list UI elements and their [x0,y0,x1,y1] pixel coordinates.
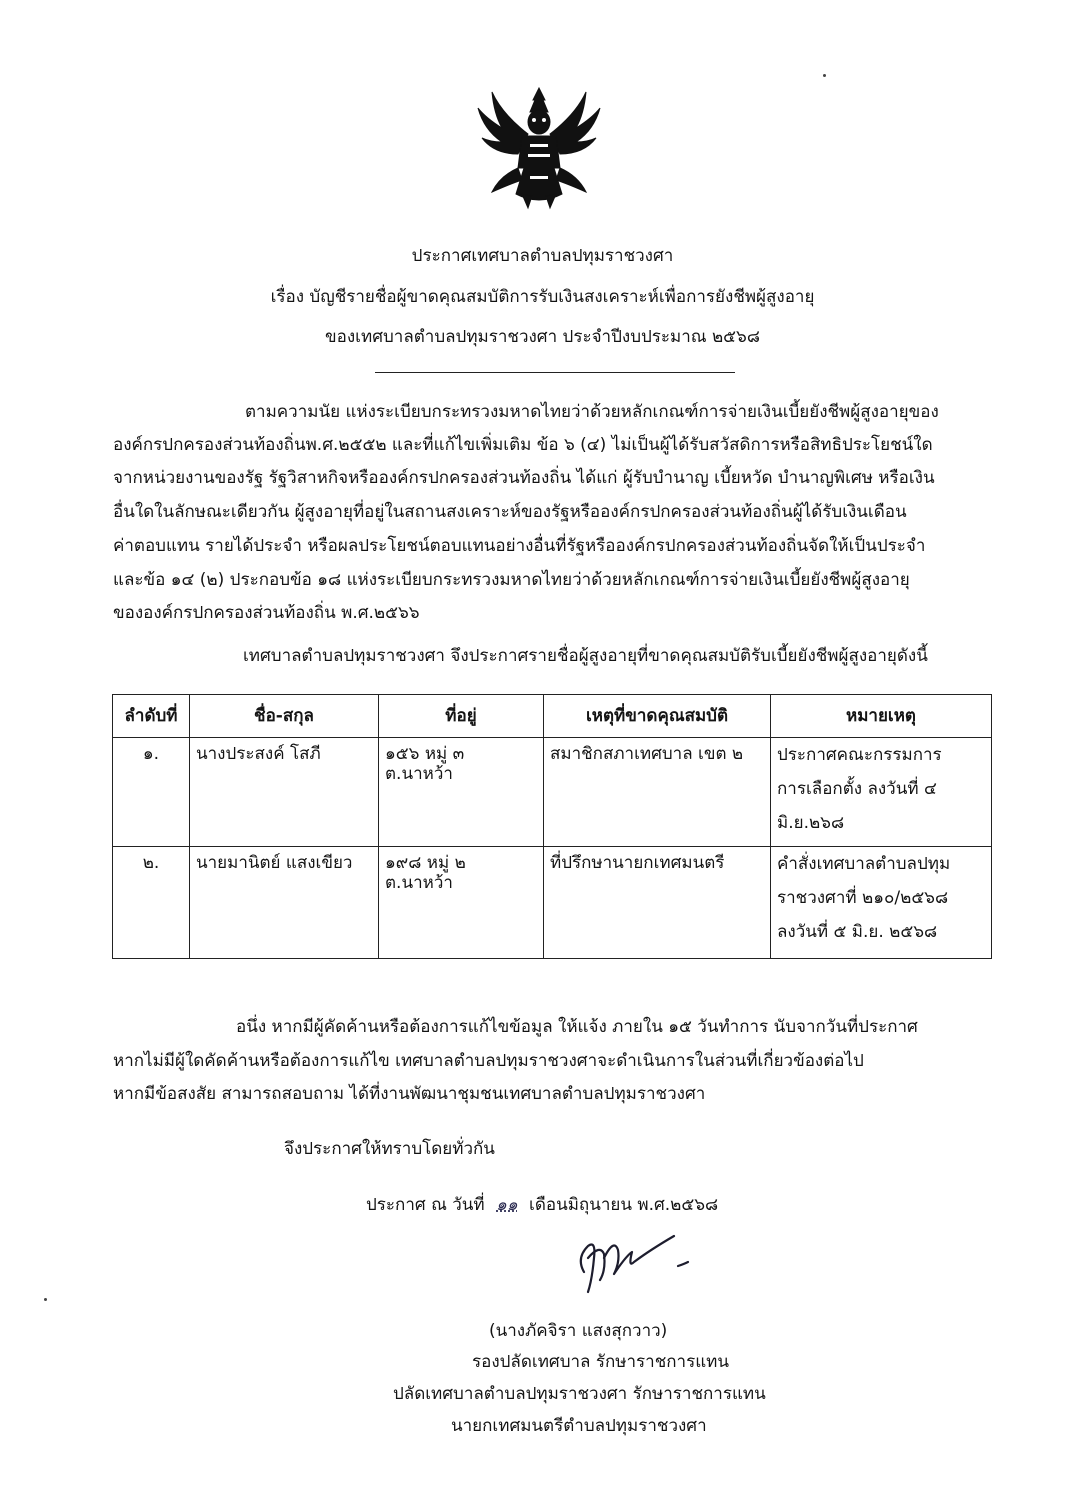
announce-line: จึงประกาศให้ทราบโดยทั่วกัน [284,1139,495,1159]
row-remark [771,738,992,847]
row-no: ๒. [113,847,190,959]
paragraph-2: เทศบาลตำบลปทุมราชวงศา จึงประกาศรายชื่อผู้สูงอายุที่ขาดคุณสมบัติรับเบี้ยยังชีพผู้สูงอายุดังนี้ [243,646,928,666]
scan-speck [823,74,826,77]
remark-line: การเลือกตั้ง ลงวันที่ ๔ [777,779,937,799]
col-header-remark: หมายเหตุ [771,695,992,738]
remark-line: มิ.ย.๒๖๘ [777,813,845,833]
remark-line: ราชวงศาที่ ๒๑๐/๒๕๖๘ [777,888,949,908]
announcement-subject: เรื่อง บัญชีรายชื่อผู้ขาดคุณสมบัติการรับเงินสงเคราะห์เพื่อการยังชีพผู้สูงอายุ [270,287,815,307]
signer-title-3: นายกเทศมนตรีตำบลปทุมราชวงศา [451,1416,707,1436]
table-row [113,738,992,847]
paragraph-1-line: อื่นใดในลักษณะเดียวกัน ผู้สูงอายุที่อยู่ในสถานสงเคราะห์ของรัฐหรือองค์กรปกครองส่วนท้องถิ่นผู้ได้รับเงินเดือน [113,502,907,522]
paragraph-1-line: ขององค์กรปกครองส่วนท้องถิ่น พ.ศ.๒๕๖๖ [113,603,420,623]
date-day: ๑๑ [496,1195,518,1215]
col-header-address: ที่อยู่ [379,695,544,738]
row-reason: ที่ปรึกษานายกเทศมนตรี [544,847,771,959]
date-suffix: เดือนมิถุนายน พ.ศ.๒๕๖๘ [529,1195,719,1215]
scan-speck [44,1298,47,1301]
paragraph-1-line: ค่าตอบแทน รายได้ประจำ หรือผลประโยชน์ตอบแทนอย่างอื่นที่รัฐหรือองค์กรปกครองส่วนท้องถิ่นจัดให้เป็นประจำ [113,536,926,556]
row-name: นางประสงค์ โสภี [190,738,379,847]
signer-title-2: ปลัดเทศบาลตำบลปทุมราชวงศา รักษาราชการแทน [393,1384,766,1404]
heading-divider [375,372,735,373]
remark-line: คำสั่งเทศบาลตำบลปทุม [777,854,951,874]
row-address: ๑๙๘ หมู่ ๒ ต.นาหว้า [379,847,544,959]
col-header-name: ชื่อ-สกุล [190,695,379,738]
date-line [366,1195,718,1215]
table-header-row [113,695,992,738]
date-prefix: ประกาศ ณ วันที่ [366,1195,485,1215]
remark-line: ประกาศคณะกรรมการ [777,745,942,765]
garuda-emblem [472,84,606,212]
disqualified-list-table [112,694,992,959]
paragraph-1-line: และข้อ ๑๔ (๒) ประกอบข้อ ๑๘ แห่งระเบียบกระทรวงมหาดไทยว่าด้วยหลักเกณฑ์การจ่ายเงินเบี้ยยังชีพผู้สูงอายุ [113,570,910,590]
paragraph-1-line: องค์กรปกครองส่วนท้องถิ่นพ.ศ.๒๕๕๒ และที่แก้ไขเพิ่มเติม ข้อ ๖ (๔) ไม่เป็นผู้ได้รับสวัสดิการหรือสิทธิประโยชน์ใด [113,435,933,455]
paragraph-1-line: ตามความนัย แห่งระเบียบกระทรวงมหาดไทยว่าด้วยหลักเกณฑ์การจ่ายเงินเบี้ยยังชีพผู้สูงอายุของ [245,402,939,422]
row-remark [771,847,992,959]
row-no: ๑. [113,738,190,847]
paragraph-3-line: หากไม่มีผู้ใดคัดค้านหรือต้องการแก้ไข เทศบาลตำบลปทุมราชวงศาจะดำเนินการในส่วนที่เกี่ยวข้องต่อไป [113,1051,864,1071]
signer-name: (นางภัคจิรา แสงสุกวาว) [489,1321,668,1341]
paragraph-3-line: หากมีข้อสงสัย สามารถสอบถาม ได้ที่งานพัฒนาชุมชนเทศบาลตำบลปทุมราชวงศา [113,1084,706,1104]
signer-title-1: รองปลัดเทศบาล รักษาราชการแทน [472,1352,730,1372]
row-reason: สมาชิกสภาเทศบาล เขต ๒ [544,738,771,847]
col-header-reason: เหตุที่ขาดคุณสมบัติ [544,695,771,738]
table-row [113,847,992,959]
paragraph-3-line: อนึ่ง หากมีผู้คัดค้านหรือต้องการแก้ไขข้อมูล ให้แจ้ง ภายใน ๑๕ วันทำการ นับจากวันที่ประกาศ [236,1017,918,1037]
row-name: นายมานิตย์ แสงเขียว [190,847,379,959]
announcement-subject-continued: ของเทศบาลตำบลปทุมราชวงศา ประจำปีงบประมาณ ๒๕๖๘ [325,327,760,347]
row-address: ๑๕๖ หมู่ ๓ ต.นาหว้า [379,738,544,847]
col-header-no: ลำดับที่ [113,695,190,738]
paragraph-1-line: จากหน่วยงานของรัฐ รัฐวิสาหกิจหรือองค์กรปกครองส่วนท้องถิ่น ได้แก่ ผู้รับบำนาญ เบี้ยหวัด บำนาญพิเศษ หรือเงิน [113,468,935,488]
signature-mark [570,1228,700,1298]
remark-line: ลงวันที่ ๕ มิ.ย. ๒๕๖๘ [777,922,938,942]
announcement-org: ประกาศเทศบาลตำบลปทุมราชวงศา [411,246,674,266]
